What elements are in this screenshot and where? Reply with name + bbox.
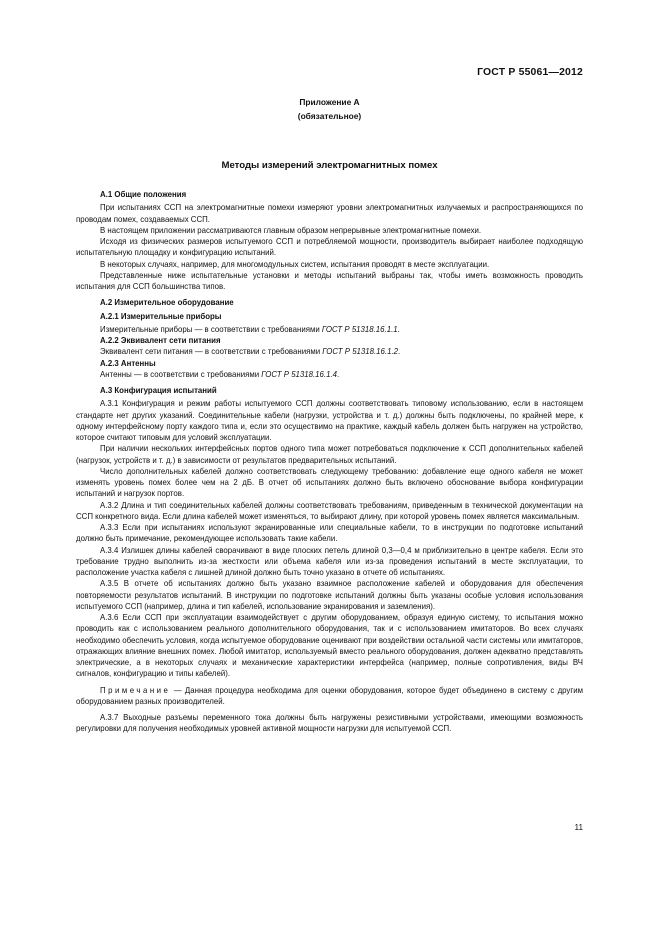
heading-a23: А.2.3 Антенны: [100, 358, 156, 368]
text: Антенны — в соответствии с требованиями: [100, 369, 262, 379]
paragraph: [76, 346, 583, 357]
text: .: [397, 324, 400, 334]
annex-status: (обязательное): [297, 111, 362, 121]
paragraph: При испытаниях ССП на электромагнитные помехи измеряют уровни электромагнитных излучаемых и распространяющихся по проводам помех, создаваемых ССП.: [76, 203, 583, 224]
text: Измерительные приборы — в соответствии с требованиями: [100, 324, 322, 334]
paragraph: А.3.5 В отчете об испытаниях должно быть указано взаимное расположение кабелей и оборудования для обеспечения повторяемости результатов испытаний. В инструкции по подготовке испытаний должны быть указаны особые условия использования испытуемого ССП (например, длина и тип кабелей, использование экранирования и заземления).: [76, 579, 583, 611]
paragraph: А.3.3 Если при испытаниях используют экранированные или специальные кабели, то в инструкции по подготовке испытаний должно быть примечание, рекомендующее использовать такие кабели.: [76, 523, 583, 544]
paragraph: [76, 324, 583, 335]
paragraph: Представленные ниже испытательные установки и методы испытаний выбраны так, чтобы иметь возможность проводить испытания для ССП большинства типов.: [76, 270, 583, 291]
text: .: [337, 369, 340, 379]
paragraph: А.3.6 Если ССП при эксплуатации взаимодействует с другим оборудованием, образуя единую систему, то испытания можно проводить как с использованием реального дополнительного оборудования, так и с использованием имитаторов. Во всех случаях необходимо обеспечить условия, когда испытуемое оборудование оценивают при воздействии остальной части системы или имитаторов, отражающих влияние внешних помех. Любой имитатор, используемый вместо реального оборудования, должен адекватно представлять электрические, а в некоторых случаях и механические характеристики интерфейса (например, полные сопротивления, виды ВЧ сигналов, конфигурацию и типы кабелей).: [76, 613, 583, 679]
section-title: Методы измерений электромагнитных помех: [221, 160, 438, 171]
paragraph: А.3.4 Излишек длины кабелей сворачивают в виде плоских петель длиной 0,3—0,4 м приблизительно в центре кабеля. Если это требование трудно выполнить из-за жесткости или объема кабеля или из-за проведения испытаний в месте эксплуатации, то расположение участка кабеля с лишней длиной должно быть точно указано в отчете об испытаниях.: [76, 545, 583, 577]
text: .: [398, 347, 401, 357]
note-text: — Данная процедура необходима для оценки оборудования, которое будет объединено в систему с другим оборудованием разных производителей.: [76, 685, 583, 706]
heading-a21: А.2.1 Измерительные приборы: [100, 311, 222, 321]
paragraph: В некоторых случаях, например, для многомодульных систем, испытания проводят в месте эксплуатации.: [100, 259, 490, 269]
document-body: [76, 185, 583, 735]
document-page: [76, 0, 583, 936]
note-label: Примечание: [100, 685, 171, 695]
standard-ref: ГОСТ Р 51318.16.1.1: [321, 324, 398, 334]
paragraph: Исходя из физических размеров испытуемого ССП и потребляемой мощности, производитель выбирает наиболее подходящую испытательную площадку и конфигурацию испытаний.: [76, 237, 583, 258]
paragraph: А.3.1 Конфигурация и режим работы испытуемого ССП должны соответствовать типовому использованию, если в настоящем стандарте нет других указаний. Соединительные кабели (нагрузки, устройства и т. д.) должны быть подключены, по крайней мере, к одному интерфейсному порту каждого типа и, если это осуществимо на практике, каждый кабель должен быть нагружен на устройство, которое считают типовым для условий эксплуатации.: [76, 399, 583, 442]
paragraph: А.3.7 Выходные разъемы переменного тока должны быть нагружены резистивными устройствами, имеющими возможность регулировки для получения необходимых уровней активной мощности нагрузки для испытуемой ССП.: [76, 713, 583, 734]
annex-title: Приложение А: [299, 97, 360, 107]
paragraph: [76, 369, 583, 380]
paragraph: Число дополнительных кабелей должно соответствовать следующему требованию: добавление еще одного кабеля не может изменять уровень помех более чем на 2 дБ. В отчет об испытаниях должно быть включено обоснование выбора конфигурации испытаний и нагрузок портов.: [76, 466, 583, 499]
heading-a2: А.2 Измерительное оборудование: [100, 298, 234, 308]
standard-header: ГОСТ Р 55061—2012: [477, 67, 583, 78]
paragraph: При наличии нескольких интерфейсных портов одного типа может потребоваться подключение к ССП дополнительных кабелей (нагрузок, устройств и т. д.) в зависимости от результатов предварительных испытаний.: [76, 444, 583, 465]
paragraph: В настоящем приложении рассматриваются главным образом непрерывные электромагнитные помехи.: [100, 225, 482, 235]
note: [76, 685, 583, 708]
heading-a1: А.1 Общие положения: [100, 190, 187, 199]
text: Эквивалент сети питания — в соответствии с требованиями: [100, 347, 323, 357]
paragraph: А.3.2 Длина и тип соединительных кабелей должны соответствовать требованиям, приведенным в технической документации на ССП конкретного вида. Если длина кабелей может изменяться, то выбирают длину, при которой уровень помех является максимальным.: [76, 500, 583, 521]
standard-ref: ГОСТ Р 51318.16.1.4: [261, 369, 337, 379]
standard-ref: ГОСТ Р 51318.16.1.2: [322, 347, 398, 357]
page-number: 11: [574, 823, 583, 832]
heading-a3: А.3 Конфигурация испытаний: [100, 386, 217, 395]
heading-a22: А.2.2 Эквивалент сети питания: [100, 336, 221, 345]
